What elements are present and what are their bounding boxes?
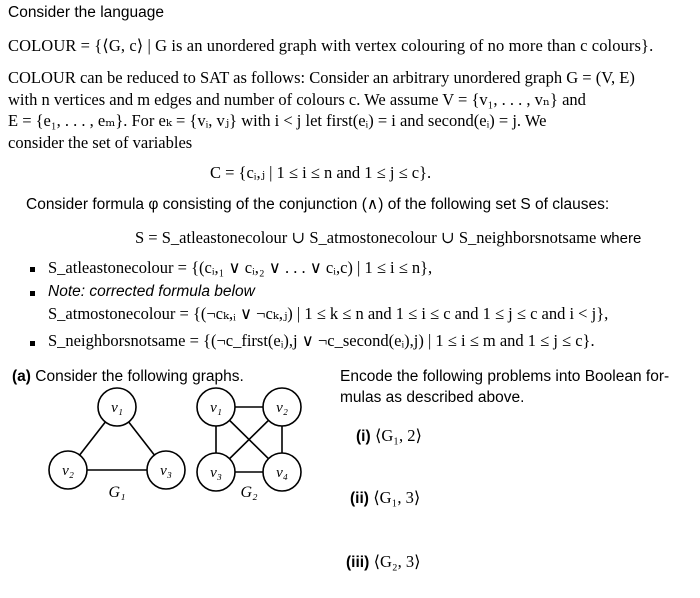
item-iii-expr: ⟨G₂, 3⟩ <box>373 552 421 571</box>
colour-definition: COLOUR = {⟨G, c⟩ | G is an unordered graph with vertex colouring of no more than c colours}. <box>8 36 654 55</box>
encode-line-1: Encode the following problems into Boolean for- <box>340 368 670 385</box>
intro-text: Consider the language <box>8 4 164 21</box>
g1-label-v1: v₁ <box>111 400 123 416</box>
g2-name: G₂ <box>240 484 258 501</box>
paragraph-line-3: E = {e₁, . . . , eₘ}. For eₖ = {vᵢ, vⱼ} with i < j let first(eᵢ) = i and second(eᵢ) = j. We <box>8 111 547 130</box>
paragraph-line-4: consider the set of variables <box>8 133 193 152</box>
s-definition-expr: S = S_atleastonecolour ∪ S_atmostonecolour ∪ S_neighborsnotsame <box>135 228 597 247</box>
g1-label-v2: v₂ <box>62 463 74 479</box>
bullet-atleastonecolour: S_atleastonecolour = {(cᵢ,₁ ∨ cᵢ,₂ ∨ . . . ∨ cᵢ,c) | 1 ≤ i ≤ n}, <box>48 258 433 277</box>
bullet-neighborsnotsame: S_neighborsnotsame = {(¬c_first(eᵢ),j ∨ ¬c_second(eᵢ),j) | 1 ≤ i ≤ m and 1 ≤ j ≤ c}. <box>48 331 595 350</box>
item-ii-expr: ⟨G₁, 3⟩ <box>373 488 421 507</box>
g2-label-v4: v₄ <box>276 465 288 481</box>
paragraph-line-1: COLOUR can be reduced to SAT as follows: Consider an arbitrary unordered graph G = (V, E) <box>8 68 635 87</box>
g2-label-v1: v₁ <box>210 400 222 416</box>
formula-intro: Consider formula φ consisting of the conjunction (∧) of the following set S of clauses: <box>26 196 610 213</box>
variable-set: C = {cᵢ,ⱼ | 1 ≤ i ≤ n and 1 ≤ j ≤ c}. <box>210 163 432 182</box>
g1-name: G₁ <box>108 484 126 501</box>
item-ii-label: (ii) <box>350 490 369 507</box>
g2-label-v3: v₃ <box>210 465 222 481</box>
g1-label-v3: v₃ <box>160 463 172 479</box>
part-a-text: Consider the following graphs. <box>35 368 244 385</box>
paragraph-line-2: with n vertices and m edges and number of colours c. We assume V = {v₁, . . . , vₙ} and <box>8 90 586 109</box>
bullet-note: Note: corrected formula below <box>48 283 255 300</box>
item-iii-label: (iii) <box>346 554 370 571</box>
g2-label-v2: v₂ <box>276 400 288 416</box>
item-i-expr: ⟨G₁, 2⟩ <box>374 426 422 445</box>
bullet-atmostonecolour: S_atmostonecolour = {(¬cₖ,ᵢ ∨ ¬cₖ,ⱼ) | 1 ≤ k ≤ n and 1 ≤ i ≤ c and 1 ≤ j ≤ c and i < j}, <box>48 304 609 323</box>
encode-line-2: mulas as described above. <box>340 389 525 406</box>
item-i-label: (i) <box>356 428 371 445</box>
s-definition-where: where <box>600 230 642 247</box>
part-a-label: (a) <box>12 368 31 385</box>
